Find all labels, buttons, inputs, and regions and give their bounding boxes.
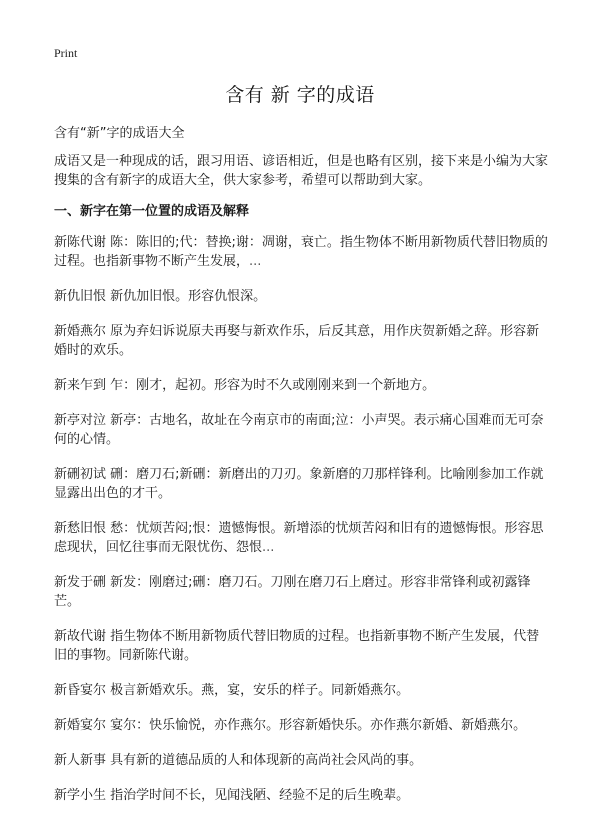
idiom-text: 新故代谢 指生物体不断用新物质代替旧物质的过程。也指新事物不断产生发展，代替旧的事物。同新陈代谢。 bbox=[54, 629, 540, 663]
idiom-text: 新婚燕尔 原为弃妇诉说原夫再娶与新欢作乐，后反其意，用作庆贺新婚之辞。形容新婚时的欢乐。 bbox=[54, 324, 540, 358]
idiom-entry bbox=[54, 233, 550, 271]
idiom-entry bbox=[54, 751, 550, 770]
page-title: 含有 新 字的成语 bbox=[225, 84, 375, 106]
idiom-text: 新昏宴尔 极言新婚欢乐。燕，宴，安乐的样子。同新婚燕尔。 bbox=[54, 683, 410, 698]
more-link[interactable]: ... bbox=[249, 254, 262, 269]
idiom-entry bbox=[54, 287, 550, 306]
idiom-entry bbox=[54, 376, 550, 395]
idiom-text: 新硎初试 硎：磨刀石;新硎：新磨出的刀刃。象新磨的刀那样锋利。比喻刚参加工作就显露出出色的才干。 bbox=[54, 467, 544, 501]
idiom-text: 新发于硎 新发：刚磨过;硎：磨刀石。刀刚在磨刀石上磨过。形容非常锋利或初露锋芒。 bbox=[54, 575, 531, 609]
idiom-entry bbox=[54, 716, 550, 735]
idiom-text: 新人新事 具有新的道德品质的人和体现新的高尚社会风尚的事。 bbox=[54, 753, 423, 768]
idiom-text: 新婚宴尔 宴尔：快乐愉悦，亦作燕尔。形容新婚快乐。亦作燕尔新婚、新婚燕尔。 bbox=[54, 718, 527, 733]
section-heading: 一、新字在第一位置的成语及解释 bbox=[54, 204, 250, 219]
idiom-list bbox=[54, 233, 550, 821]
idiom-text: 新来乍到 乍：刚才，起初。形容为时不久或刚刚来到一个新地方。 bbox=[54, 378, 436, 393]
idiom-entry bbox=[54, 627, 550, 665]
idiom-text: 新愁旧恨 愁：忧烦苦闷;恨：遗憾悔恨。新增添的忧烦苦闷和旧有的遗憾悔恨。形容思虑现状，回忆往事而无限忧伤、怨恨 bbox=[54, 521, 544, 555]
idiom-entry bbox=[54, 681, 550, 700]
print-link[interactable]: Print bbox=[54, 46, 78, 60]
idiom-text: 新陈代谢 陈：陈旧的;代：替换;谢：凋谢，衰亡。指生物体不断用新物质代替旧物质的过程。也指新事物不断产生发展， bbox=[54, 235, 548, 269]
subtitle: 含有“新”字的成语大全 bbox=[54, 126, 185, 141]
idiom-text: 新仇旧恨 新仇加旧恨。形容仇恨深。 bbox=[54, 289, 267, 304]
idiom-entry bbox=[54, 786, 550, 805]
idiom-text: 新亭对泣 新亭：古地名，故址在今南京市的南面;泣：小声哭。表示痛心国难而无可奈何的心情。 bbox=[54, 413, 544, 447]
idiom-entry bbox=[54, 411, 550, 449]
intro-paragraph: 成语又是一种现成的话，跟习用语、谚语相近，但是也略有区别，接下来是小编为大家搜集的含有新字的成语大全，供大家参考，希望可以帮助到大家。 bbox=[54, 154, 549, 188]
idiom-entry bbox=[54, 573, 550, 611]
more-link[interactable]: ... bbox=[262, 540, 275, 555]
idiom-entry bbox=[54, 465, 550, 503]
idiom-text: 新学小生 指治学时间不长，见闻浅陋、经验不足的后生晚辈。 bbox=[54, 788, 410, 803]
idiom-entry bbox=[54, 519, 550, 557]
idiom-entry bbox=[54, 322, 550, 360]
